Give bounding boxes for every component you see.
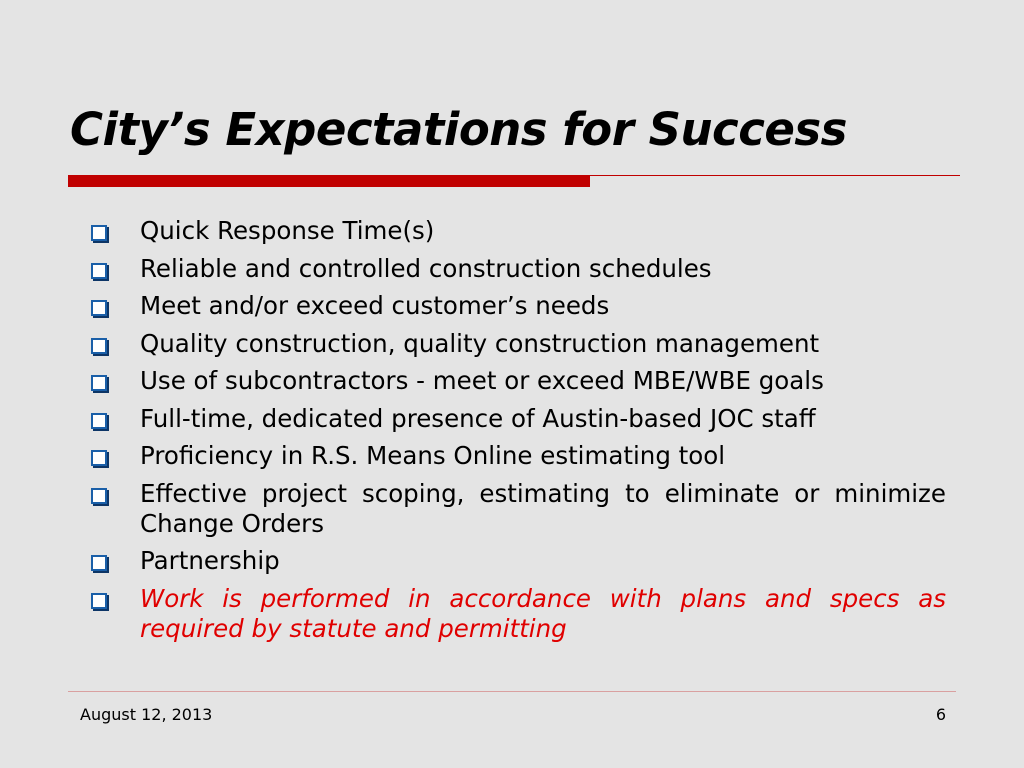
bullet-item — [88, 441, 946, 471]
bullet-text: Effective project scoping, estimating to eliminate or minimize Change Orders — [140, 478, 946, 538]
bullet-item — [88, 291, 946, 321]
checkbox-square-icon — [91, 488, 107, 504]
checkbox-square-icon — [91, 450, 107, 466]
bullet-text: Partnership — [140, 546, 280, 575]
bullet-item — [88, 479, 946, 539]
title-underline-thick — [68, 175, 590, 187]
bullet-text: Meet and/or exceed customer’s needs — [140, 291, 610, 320]
bullet-item-highlight — [88, 584, 946, 644]
bullet-item — [88, 216, 946, 246]
slide-title: City’s Expectations for Success — [70, 103, 847, 156]
checkbox-square-icon — [91, 338, 107, 354]
checkbox-square-icon — [91, 300, 107, 316]
bullet-text: Reliable and controlled construction schedules — [140, 253, 712, 283]
checkbox-square-icon — [91, 225, 107, 241]
bullet-text: Quality construction, quality construction management — [140, 328, 820, 358]
footer-divider — [68, 691, 956, 692]
bullet-text: Full-time, dedicated presence of Austin-based JOC staff — [140, 403, 816, 433]
bullet-item — [88, 404, 946, 434]
footer-date: August 12, 2013 — [80, 705, 213, 724]
checkbox-square-icon — [91, 593, 107, 609]
bullet-text: Quick Response Time(s) — [140, 216, 435, 245]
bullet-item — [88, 254, 946, 284]
bullet-text: Proficiency in R.S. Means Online estimating tool — [140, 441, 726, 470]
bullet-item — [88, 329, 946, 359]
checkbox-square-icon — [91, 375, 107, 391]
bullet-text: Use of subcontractors - meet or exceed MBE/WBE goals — [140, 366, 824, 395]
checkbox-square-icon — [91, 263, 107, 279]
page-number: 6 — [935, 705, 946, 724]
checkbox-square-icon — [91, 555, 107, 571]
title-underline-thin — [590, 175, 960, 176]
checkbox-square-icon — [91, 413, 107, 429]
bullet-list — [88, 216, 946, 651]
bullet-item — [88, 546, 946, 576]
bullet-item — [88, 366, 946, 396]
bullet-text: Work is performed in accordance with plans and specs as required by statute and permitting — [140, 583, 946, 643]
